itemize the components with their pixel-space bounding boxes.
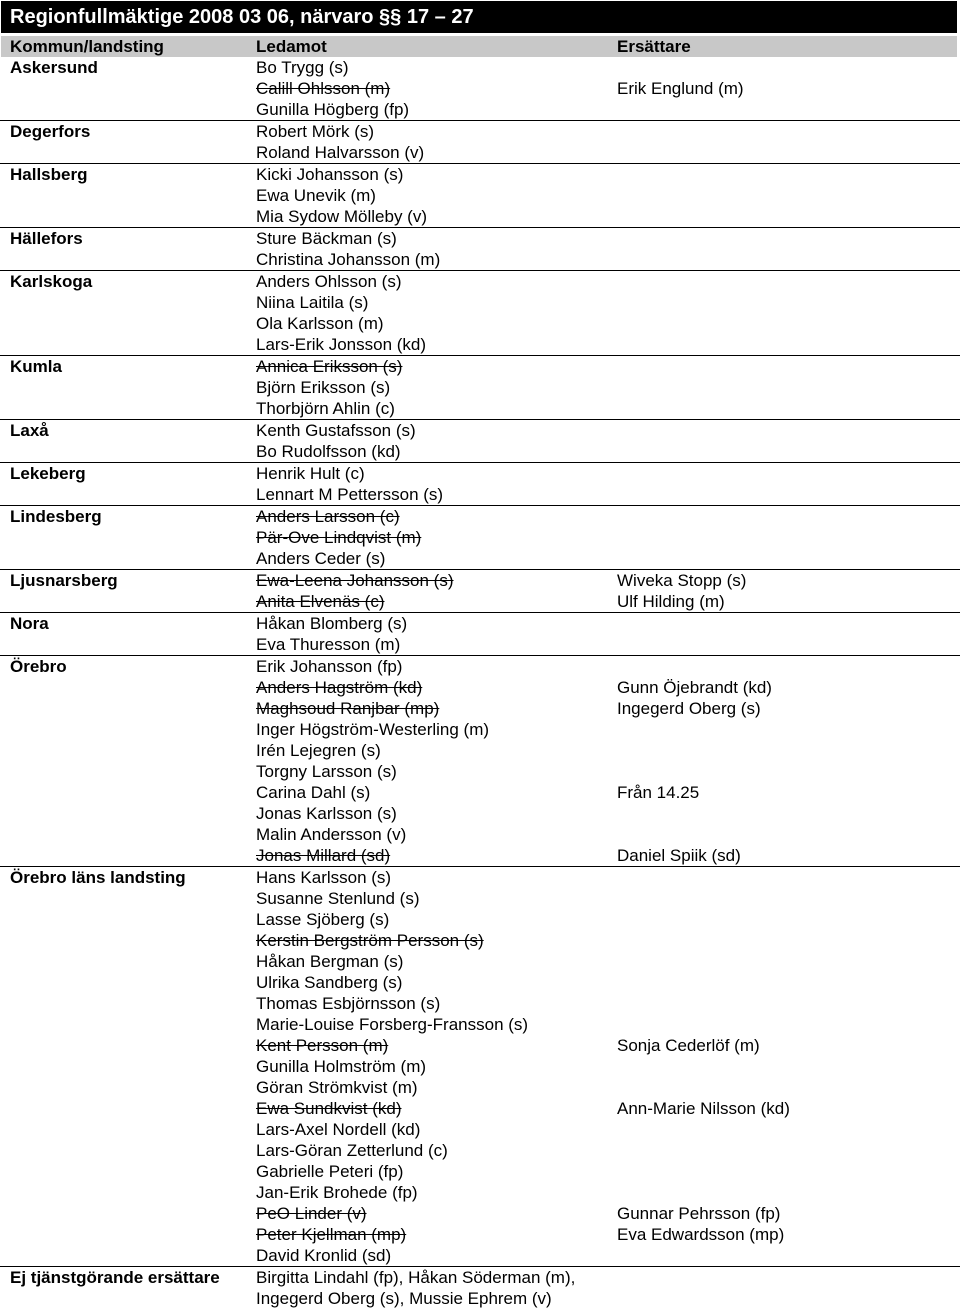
municipality-name: Degerfors: [10, 122, 91, 141]
member-row: [0, 656, 960, 677]
member-row: [0, 634, 960, 655]
municipality-group: [0, 271, 960, 356]
member-name: Annica Eriksson (s): [256, 357, 403, 376]
member-row: [0, 463, 960, 484]
municipality-group: [0, 506, 960, 570]
member-row: [0, 228, 960, 249]
member-row: [0, 1098, 960, 1119]
substitute-name: Ingegerd Oberg (s): [617, 699, 761, 718]
member-row: [0, 249, 960, 270]
member-row: [0, 99, 960, 120]
member-row: [0, 164, 960, 185]
member-row: [0, 1161, 960, 1182]
member-name: Eva Thuresson (m): [256, 635, 401, 654]
member-row: [0, 441, 960, 462]
member-row: [0, 377, 960, 398]
member-name: Robert Mörk (s): [256, 122, 375, 141]
municipality-name: Hällefors: [10, 229, 83, 248]
municipality-group: [0, 570, 960, 613]
member-row: [0, 930, 960, 951]
member-row: [0, 803, 960, 824]
member-row: [0, 57, 960, 78]
municipality-group: [0, 867, 960, 1267]
municipality-group: [0, 228, 960, 271]
member-row: [0, 1056, 960, 1077]
substitute-name: Gunnar Pehrsson (fp): [617, 1204, 781, 1223]
member-row: [0, 1182, 960, 1203]
member-row: [0, 845, 960, 866]
member-row: [0, 824, 960, 845]
member-name: Birgitta Lindahl (fp), Håkan Söderman (m),: [256, 1268, 576, 1287]
member-name: Erik Johansson (fp): [256, 657, 403, 676]
member-name: Björn Eriksson (s): [256, 378, 391, 397]
member-name: Anders Hagström (kd): [256, 678, 423, 697]
member-name: Maghsoud Ranjbar (mp): [256, 699, 440, 718]
member-row: [0, 185, 960, 206]
municipality-name: Kumla: [10, 357, 62, 376]
member-row: [0, 121, 960, 142]
member-row: [0, 888, 960, 909]
member-row: [0, 1035, 960, 1056]
municipality-name: Lekeberg: [10, 464, 86, 483]
member-row: [0, 313, 960, 334]
member-name: Ewa-Leena Johansson (s): [256, 571, 454, 590]
member-name: Ewa Sundkvist (kd): [256, 1099, 402, 1118]
member-name: Ingegerd Oberg (s), Mussie Ephrem (v): [256, 1289, 552, 1308]
municipality-name: Ljusnarsberg: [10, 571, 118, 590]
member-row: [0, 972, 960, 993]
member-name: Gunilla Högberg (fp): [256, 100, 410, 119]
member-name: Kicki Johansson (s): [256, 165, 404, 184]
member-row: [0, 993, 960, 1014]
member-row: [0, 740, 960, 761]
member-row: [0, 527, 960, 548]
member-name: Anders Ceder (s): [256, 549, 386, 568]
substitute-name: Erik Englund (m): [617, 79, 744, 98]
member-name: Jan-Erik Brohede (fp): [256, 1183, 418, 1202]
member-name: Bo Trygg (s): [256, 58, 349, 77]
member-name: Anders Ohlsson (s): [256, 272, 402, 291]
member-row: [0, 677, 960, 698]
member-row: [0, 506, 960, 527]
member-name: Hans Karlsson (s): [256, 868, 392, 887]
substitute-name: Ulf Hilding (m): [617, 592, 725, 611]
member-name: Jonas Millard (sd): [256, 846, 391, 865]
member-row: [0, 271, 960, 292]
member-row: [0, 1119, 960, 1140]
member-row: [0, 548, 960, 569]
member-row: [0, 782, 960, 803]
member-row: [0, 1288, 960, 1309]
member-name: Niina Laitila (s): [256, 293, 369, 312]
member-name: David Kronlid (sd): [256, 1246, 392, 1265]
member-row: [0, 591, 960, 612]
substitute-name: Gunn Öjebrandt (kd): [617, 678, 772, 697]
member-row: [0, 719, 960, 740]
member-name: Thorbjörn Ahlin (c): [256, 399, 395, 418]
member-name: Pär-Ove Lindqvist (m): [256, 528, 422, 547]
member-name: Kenth Gustafsson (s): [256, 421, 416, 440]
member-row: [0, 613, 960, 634]
member-name: Lennart M Pettersson (s): [256, 485, 444, 504]
municipality-group: [0, 121, 960, 164]
municipality-name: Hallsberg: [10, 165, 88, 184]
municipality-group: [0, 656, 960, 867]
document-title: Regionfullmäktige 2008 03 06, närvaro §§ 17 – 27: [1, 1, 957, 33]
member-row: [0, 698, 960, 719]
member-name: Sture Bäckman (s): [256, 229, 397, 248]
substitute-name: Daniel Spiik (sd): [617, 846, 741, 865]
member-name: Lars-Göran Zetterlund (c): [256, 1141, 448, 1160]
member-name: Thomas Esbjörnsson (s): [256, 994, 441, 1013]
header-ersattare: Ersättare: [617, 37, 691, 56]
substitute-name: Sonja Cederlöf (m): [617, 1036, 760, 1055]
member-name: Ewa Unevik (m): [256, 186, 376, 205]
member-name: Torgny Larsson (s): [256, 762, 397, 781]
municipality-group: [0, 164, 960, 228]
member-row: [0, 1014, 960, 1035]
member-name: Lasse Sjöberg (s): [256, 910, 390, 929]
member-name: Ola Karlsson (m): [256, 314, 384, 333]
municipality-name: Askersund: [10, 58, 98, 77]
member-name: Malin Andersson (v): [256, 825, 407, 844]
member-name: Lars-Erik Jonsson (kd): [256, 335, 427, 354]
member-row: [0, 570, 960, 591]
member-row: [0, 420, 960, 441]
municipality-name: Nora: [10, 614, 49, 633]
member-row: [0, 142, 960, 163]
municipality-group: [0, 57, 960, 121]
member-name: Bo Rudolfsson (kd): [256, 442, 401, 461]
municipality-group: [0, 463, 960, 506]
member-row: [0, 1203, 960, 1224]
member-name: Irén Lejegren (s): [256, 741, 381, 760]
member-name: Kent Persson (m): [256, 1036, 389, 1055]
member-name: Susanne Stenlund (s): [256, 889, 420, 908]
substitute-name: Wiveka Stopp (s): [617, 571, 747, 590]
member-name: Gabrielle Peteri (fp): [256, 1162, 404, 1181]
member-name: Jonas Karlsson (s): [256, 804, 397, 823]
member-row: [0, 1267, 960, 1288]
member-row: [0, 398, 960, 419]
header-kommun: Kommun/landsting: [10, 37, 164, 56]
member-name: Calill Ohlsson (m): [256, 79, 391, 98]
member-row: [0, 909, 960, 930]
substitute-name: Ann-Marie Nilsson (kd): [617, 1099, 790, 1118]
member-row: [0, 292, 960, 313]
member-row: [0, 1245, 960, 1266]
member-row: [0, 1224, 960, 1245]
member-name: Henrik Hult (c): [256, 464, 365, 483]
municipality-group: [0, 420, 960, 463]
substitute-name: Från 14.25: [617, 783, 700, 802]
member-name: Marie-Louise Forsberg-Fransson (s): [256, 1015, 529, 1034]
member-row: [0, 1140, 960, 1161]
municipality-name: Örebro: [10, 657, 67, 676]
member-row: [0, 206, 960, 227]
member-name: Håkan Blomberg (s): [256, 614, 408, 633]
member-row: [0, 356, 960, 377]
substitute-name: Eva Edwardsson (mp): [617, 1225, 785, 1244]
member-name: Anders Larsson (c): [256, 507, 400, 526]
attendance-table: [0, 57, 960, 1309]
member-row: [0, 1077, 960, 1098]
municipality-name: Örebro läns landsting: [10, 868, 186, 887]
member-name: PeO Linder (v): [256, 1204, 367, 1223]
municipality-group: [0, 613, 960, 656]
member-name: Ulrika Sandberg (s): [256, 973, 403, 992]
header-ledamot: Ledamot: [256, 37, 327, 56]
member-name: Carina Dahl (s): [256, 783, 371, 802]
member-row: [0, 334, 960, 355]
member-name: Håkan Bergman (s): [256, 952, 404, 971]
member-name: Peter Kjellman (mp): [256, 1225, 407, 1244]
member-name: Anita Elvenäs (c): [256, 592, 385, 611]
member-row: [0, 951, 960, 972]
member-name: Roland Halvarsson (v): [256, 143, 425, 162]
member-row: [0, 761, 960, 782]
municipality-name: Ej tjänstgörande ersättare: [10, 1268, 220, 1287]
member-name: Inger Högström-Westerling (m): [256, 720, 490, 739]
member-name: Kerstin Bergström Persson (s): [256, 931, 484, 950]
member-name: Christina Johansson (m): [256, 250, 441, 269]
municipality-group: [0, 356, 960, 420]
member-name: Lars-Axel Nordell (kd): [256, 1120, 421, 1139]
municipality-group: [0, 1267, 960, 1309]
member-name: Gunilla Holmström (m): [256, 1057, 427, 1076]
member-name: Mia Sydow Mölleby (v): [256, 207, 427, 226]
member-row: [0, 78, 960, 99]
table-header: [1, 36, 957, 57]
member-row: [0, 867, 960, 888]
municipality-name: Karlskoga: [10, 272, 93, 291]
member-name: Göran Strömkvist (m): [256, 1078, 418, 1097]
member-row: [0, 484, 960, 505]
municipality-name: Lindesberg: [10, 507, 102, 526]
municipality-name: Laxå: [10, 421, 49, 440]
